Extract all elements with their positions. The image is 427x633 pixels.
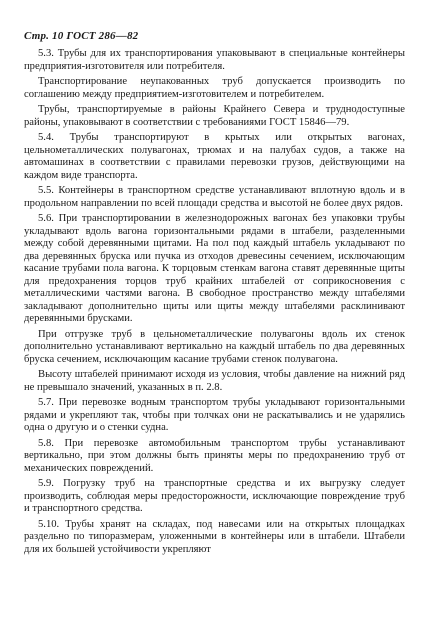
page-number: Стр. 10: [24, 30, 64, 42]
page-header: [24, 30, 405, 42]
paragraph: 5.9. Погрузку труб на транспортные средства и их выгрузку следует производить, соблюдая меры предосторожности, исключающие повреждение труб и транспортного средства.: [24, 478, 405, 514]
paragraph: Трубы, транспортируемые в районы Крайнего Севера и труднодоступные районы, упаковывают в соответствии с требованиями ГОСТ 15846—79.: [24, 104, 405, 128]
paragraph: 5.8. При перевозке автомобильным транспортом трубы устанавливают вертикально, при этом должны быть приняты меры по предохранению труб от механических повреждений.: [24, 437, 405, 474]
document-body: [24, 48, 405, 556]
paragraph: Транспортирование неупакованных труб допускается производить по соглашению между предприятием-изготовителем и потребителем.: [24, 76, 405, 100]
paragraph: 5.10. Трубы хранят на складах, под навесами или на открытых площадках раздельно по типоразмерам, уложенными в контейнеры или в штабели. Штабели для их большей устойчивости укрепляют: [24, 518, 405, 555]
paragraph: 5.4. Трубы транспортируют в крытых или открытых вагонах, цельнометаллических полувагонах, трюмах и на палубах судов, а также на автомашинах в соответствии с правилами перевозки грузов, действующими на каждом виде транспорта.: [24, 132, 405, 181]
paragraph: При отгрузке труб в цельнометаллические полувагоны вдоль их стенок дополнительно устанавливают вертикально на каждый штабель по два деревянных бруска сечением, исключающим касание трубами стенок полувагона.: [24, 328, 405, 365]
paragraph: 5.3. Трубы для их транспортирования упаковывают в специальные контейнеры предприятия-изготовителя или потребителя.: [24, 48, 405, 72]
paragraph: 5.6. При транспортировании в железнодорожных вагонах без упаковки трубы укладывают вдоль вагона горизонтальными рядами в штабели, разделенными между собой деревянными щитами. На пол под каждый штабель укладывают по два деревянных бруска или пучка из отходов древесины сечением, исключающим касание трубами пола вагона. К торцовым стенкам вагона ставят деревянные щиты для предохранения торцов труб крайних штабелей от соприкосновения с металлическими частями вагона. В свободное пространство между штабелями закладывают дополнительно щиты или щиты между штабелями расклинивают деревянными брусками.: [24, 213, 405, 324]
paragraph: 5.7. При перевозке водным транспортом трубы укладывают горизонтальными рядами и укрепляют так, чтобы при толчках они не раскатывались и не ударялись одна о другую и о стенки судна.: [24, 397, 405, 433]
paragraph: Высоту штабелей принимают исходя из условия, чтобы давление на нижний ряд не превышало значений, указанных в п. 2.8.: [24, 369, 405, 393]
paragraph: 5.5. Контейнеры в транспортном средстве устанавливают вплотную вдоль и в продольном направлении по всей площади средства и высотой не более двух рядов.: [24, 185, 405, 209]
standard-code: ГОСТ 286—82: [66, 30, 139, 42]
